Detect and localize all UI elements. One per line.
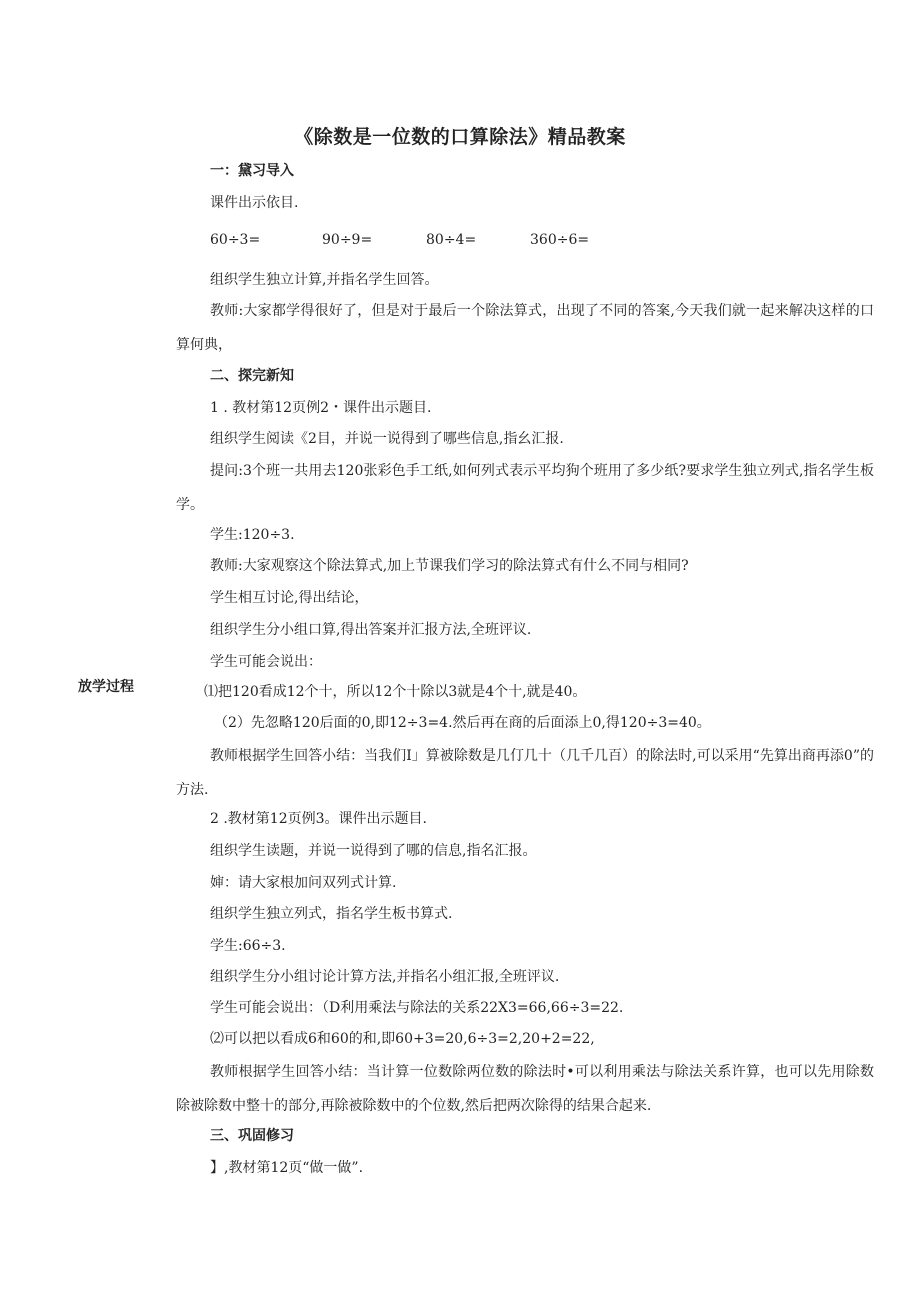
section2-line: 学生:66÷3.: [210, 938, 286, 954]
section2-line: 组织学生分小组讨论计算方法,并指名小组汇报,全班评议.: [210, 969, 560, 985]
section2-line: ⑴把120看成12个十，所以12个十除以3就是4个十,就是40。: [204, 684, 587, 700]
section3-line: 】,教材第12页“做一做”.: [210, 1160, 364, 1176]
exercise-2: 90÷9=: [322, 232, 373, 248]
section2-line: （2）先忽略120后面的0,即12÷3=4.然后再在商的后面添上0,得120÷3=40。: [214, 715, 711, 731]
section2-line: 组织学生分小组口算,得出答案并汇报方法,全班评议.: [210, 622, 532, 638]
section2-line: ⑵可以把以看成6和60的和,即60+3=20,6÷3=2,20+2=22,: [210, 1031, 595, 1047]
section2-line: 1 . 教材第12页例2・课件出示题目.: [210, 400, 432, 416]
section2-line: 学生可能会说出：: [210, 654, 322, 670]
section2-line: 组织学生阅读《2目，并说一说得到了哪些信息,指幺汇报.: [210, 431, 564, 447]
section2-line: 组织学生读题，并说一说得到了哪的信息,指名汇报。: [210, 843, 537, 859]
section2-para: 教师根据学生回答小结：当计算一位数除两位数的除法时•可以利用乘法与除法关系许算，也可以先用除数除被除数中整十的部分,再除被除数中的个位数,然后把两次除得的结果合起来.: [176, 1064, 874, 1114]
section2-heading: 二、探完新知: [210, 368, 294, 384]
section2-line: 组织学生独立列式，指名学生板书算式.: [210, 906, 453, 922]
section2-line: 婶：请大家根加问双列式计算.: [210, 875, 397, 891]
section2-line: 教师:大家观察这个除法算式,加上节课我们学习的除法算式有什么不同与相同?: [210, 558, 689, 574]
section1-heading: 一：黛习导入: [210, 163, 294, 179]
section2-line: 2 .教材第12页例3。课件出示题目.: [210, 811, 427, 827]
exercise-1: 60÷3=: [210, 232, 261, 248]
section2-line: 学生:120÷3.: [210, 527, 295, 543]
section1-p1: 课件出示依目.: [210, 195, 299, 211]
exercise-3: 80÷4=: [426, 232, 477, 248]
section2-line: 学生可能会说出：（D利用乘法与除法的关系22X3=66,66÷3=22.: [210, 1000, 624, 1016]
section1-p3: 教师:大家都学得很好了，但是对于最后一个除法算式，出现了不同的答案,今天我们就一起来解决这样的口算何典，: [176, 303, 874, 353]
side-label-teaching-process: 放学过程: [78, 679, 134, 695]
document-title: 《除数是一位数的口算除法》精品教案: [294, 126, 626, 148]
section2-para: 提问:3个班一共用去120张彩色手工纸,如何列式表示平均狗个班用了多少纸?要求学生独立列式,指名学生板学。: [176, 463, 874, 513]
section1-p2: 组织学生独立计算,并指名学生回答。: [210, 272, 439, 288]
exercise-4: 360÷6=: [530, 232, 590, 248]
section3-heading: 三、巩固修习: [210, 1128, 294, 1144]
section2-para: 教师根据学生回答小结：当我们I」算被除数是几仃几十（几千几百）的除法时,可以采用“先算出商再添0”的方法.: [176, 748, 874, 798]
section2-line: 学生相互讨论,得出结论，: [210, 590, 369, 606]
